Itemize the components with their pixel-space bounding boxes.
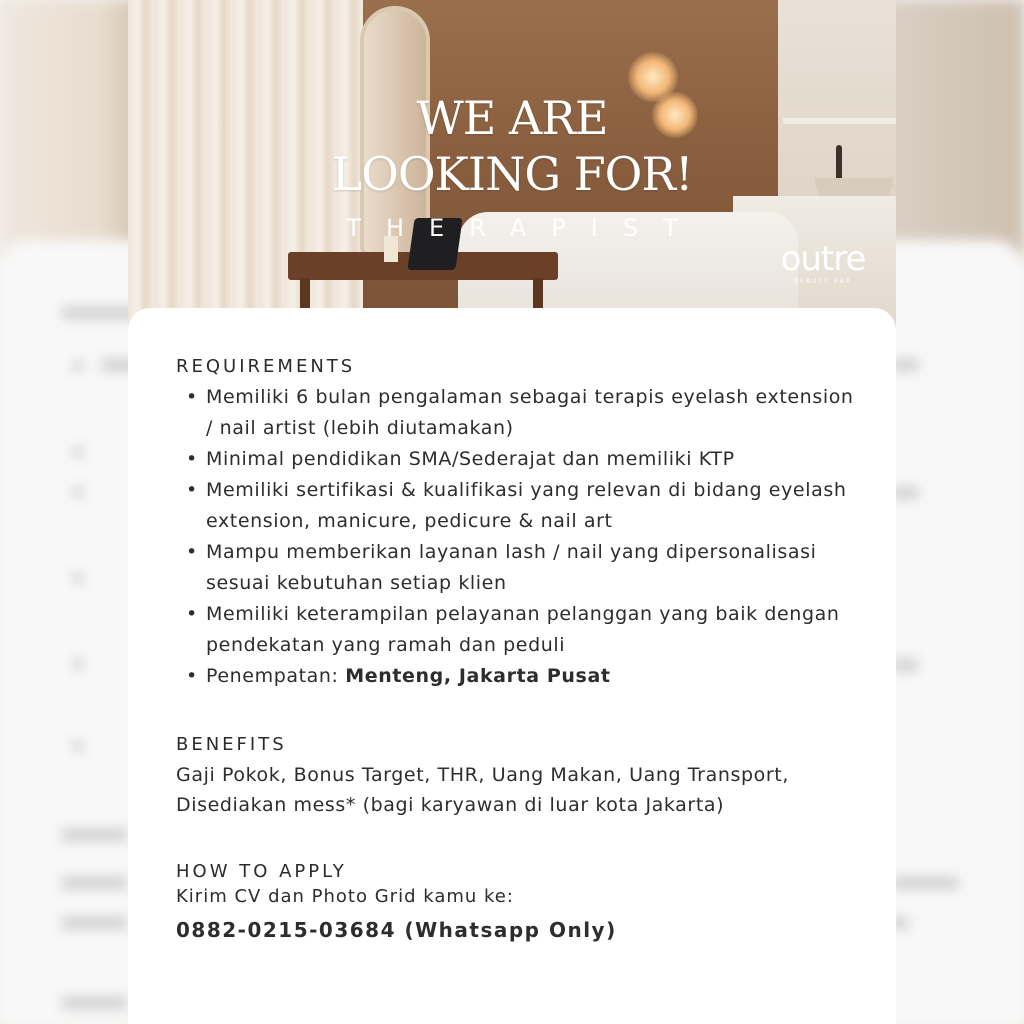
apply-section [176, 860, 866, 948]
content-card [128, 308, 896, 1024]
placement-value: Menteng, Jakarta Pusat [345, 665, 611, 687]
benefits-section [176, 732, 866, 820]
hero-title-line2: LOOKING FOR! [331, 147, 693, 201]
requirements-list [176, 382, 866, 692]
benefits-text: Gaji Pokok, Bonus Target, THR, Uang Makan, Uang Transport, Disediakan mess* (bagi karyawan di luar kota Jakarta) [176, 764, 789, 816]
hero-title [128, 90, 896, 202]
list-item: • Memiliki sertifikasi & kualifikasi yang relevan di bidang eyelash extension, manicure, pedicure & nail art [186, 479, 847, 532]
list-item: • Minimal pendidikan SMA/Sederajat dan memiliki KTP [186, 448, 735, 470]
apply-text: Kirim CV dan Photo Grid kamu ke: [176, 886, 514, 907]
logo-wordmark: outre [780, 239, 866, 279]
job-poster [128, 0, 896, 1024]
whatsapp-number[interactable]: 0882-0215-03684 (Whatsapp Only) [176, 918, 617, 942]
content [176, 354, 866, 948]
placement-item: • Penempatan: Menteng, Jakarta Pusat [186, 665, 611, 687]
apply-title: HOW TO APPLY [176, 861, 347, 882]
benefits-title: BENEFITS [176, 734, 287, 755]
list-item: • Memiliki 6 bulan pengalaman sebagai terapis eyelash extension / nail artist (lebih diutamakan) [186, 386, 854, 439]
brand-logo [768, 240, 878, 285]
placement-label: Penempatan: [206, 665, 346, 687]
list-item: • Memiliki keterampilan pelayanan pelanggan yang baik dengan pendekatan yang ramah dan peduli [186, 603, 840, 656]
hero-title-line1: WE ARE [416, 91, 608, 145]
list-item: • Mampu memberikan layanan lash / nail yang dipersonalisasi sesuai kebutuhan setiap klien [186, 541, 817, 594]
logo-tagline: BEAUTY BAR [793, 278, 853, 285]
hero-subtitle: THERAPIST [346, 214, 703, 242]
requirements-title: REQUIREMENTS [176, 356, 356, 377]
hero-image [128, 0, 896, 330]
